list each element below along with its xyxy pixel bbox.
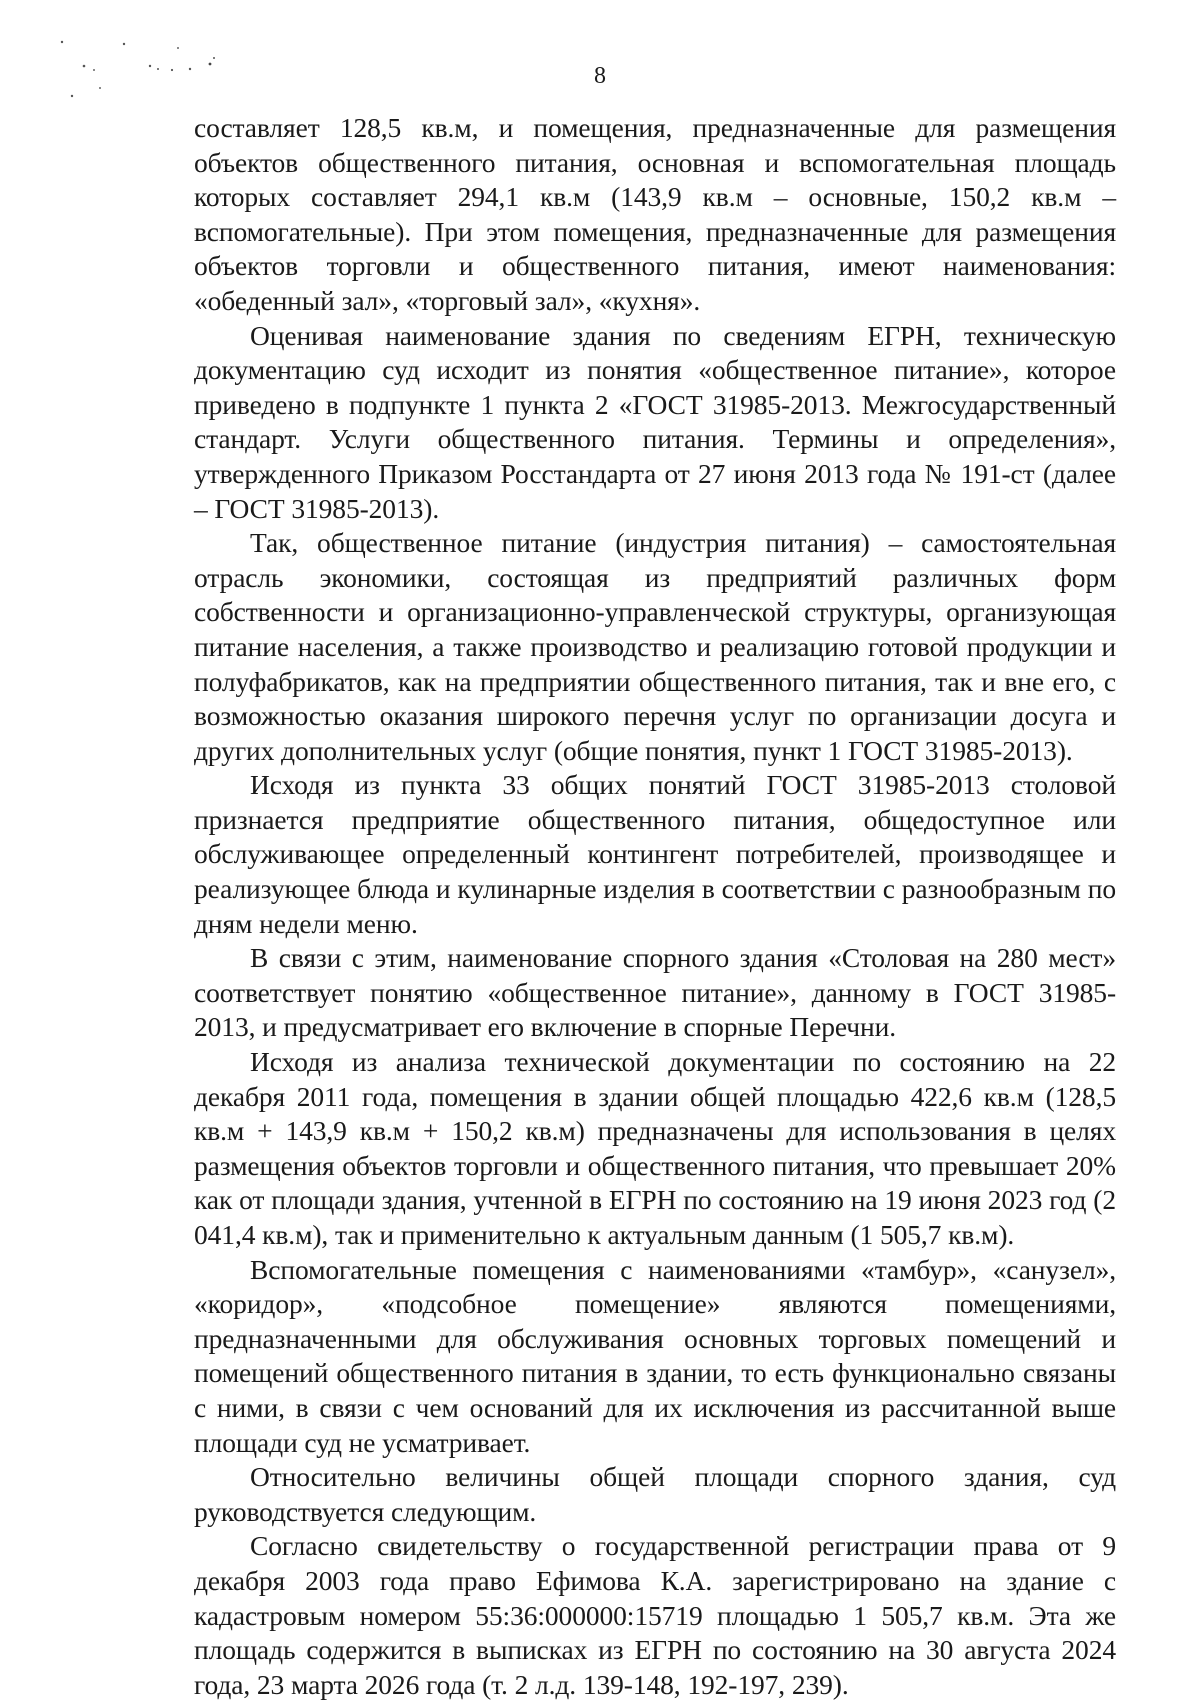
paragraph: Исходя из пункта 33 общих понятий ГОСТ 31985-2013 столовой признается предприятие общественного питания, общедоступное или обслуживающее определенный контингент потребителей, производящее и реализующее блюда и кулинарные изделия в соответствии с разнообразным по дням недели меню. (194, 769, 1116, 939)
document-body (194, 111, 1116, 1702)
paragraph: Так, общественное питание (индустрия питания) – самостоятельная отрасль экономики, состоящая из предприятий различных форм собственности и организационно-управленческой структуры, организующая питание населения, а также производство и реализацию готовой продукции и полуфабрикатов, как на предприятии общественного питания, так и вне его, с возможностью оказания широкого перечня услуг по организации досуга и других дополнительных услуг (общие понятия, пункт 1 ГОСТ 31985-2013). (194, 527, 1116, 766)
page-number: 8 (594, 63, 606, 89)
paragraph: Относительно величины общей площади спорного здания, суд руководствуется следующим. (194, 1461, 1116, 1527)
paragraph: Исходя из анализа технической документации по состоянию на 22 декабря 2011 года, помещения в здании общей площадью 422,6 кв.м (128,5 кв.м + 143,9 кв.м + 150,2 кв.м) предназначены для использования в целях размещения объектов торговли и общественного питания, что превышает 20% как от площади здания, учтенной в ЕГРН по состоянию на 19 июня 2023 год (2 041,4 кв.м), так и применительно к актуальным данным (1 505,7 кв.м). (194, 1046, 1116, 1250)
paragraph: Вспомогательные помещения с наименованиями «тамбур», «санузел», «коридор», «подсобное помещение» являются помещениями, предназначенными для обслуживания основных торговых помещений и помещений общественного питания в здании, то есть функционально связаны с ними, в связи с чем оснований для их исключения из рассчитанной выше площади суд не усматривает. (194, 1253, 1116, 1458)
paragraph: В связи с этим, наименование спорного здания «Столовая на 280 мест» соответствует понятию «общественное питание», данному в ГОСТ 31985-2013, и предусматривает его включение в спорные Перечни. (194, 942, 1116, 1043)
paragraph: составляет 128,5 кв.м, и помещения, предназначенные для размещения объектов общественного питания, основная и вспомогательная площадь которых составляет 294,1 кв.м (143,9 кв.м – основные, 150,2 кв.м – вспомогательные). При этом помещения, предназначенные для размещения объектов торговли и общественного питания, имеют наименования: «обеденный зал», «торговый зал», «кухня». (194, 112, 1116, 316)
paragraph: Согласно свидетельству о государственной регистрации права от 9 декабря 2003 года право Ефимова К.А. зарегистрировано на здание с кадастровым номером 55:36:000000:15719 площадью 1 505,7 кв.м. Эта же площадь содержится в выписках из ЕГРН по состоянию на 30 августа 2024 года, 23 марта 2026 года (т. 2 л.д. 139-148, 192-197, 239). (194, 1530, 1116, 1700)
paragraph: Оценивая наименование здания по сведениям ЕГРН, техническую документацию суд исходит из понятия «общественное питание», которое приведено в подпункте 1 пункта 2 «ГОСТ 31985-2013. Межгосударственный стандарт. Услуги общественного питания. Термины и определения», утвержденного Приказом Росстандарта от 27 июня 2013 года № 191-ст (далее – ГОСТ 31985-2013). (194, 319, 1116, 524)
